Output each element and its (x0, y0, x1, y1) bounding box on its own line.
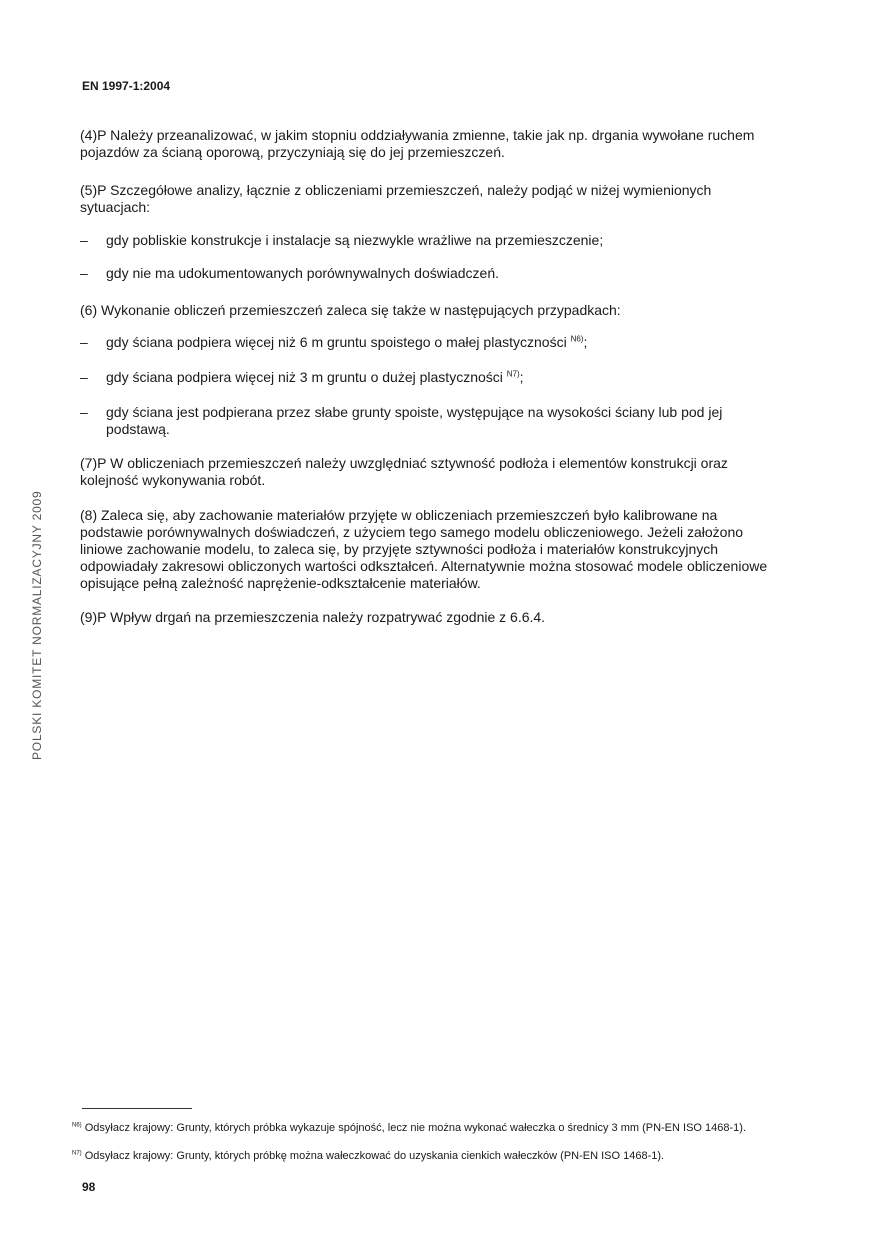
footnote-text: Odsyłacz krajowy: Grunty, których próbka wykazuje spójność, lecz nie można wykonać wałeczka o średnicy 3 mm (PN-EN ISO 1468-1). (84, 1122, 746, 1134)
list-item-text: gdy pobliskie konstrukcje i instalacje są niezwykle wrażliwe na przemieszczenie; (106, 232, 604, 248)
list-item-text: gdy nie ma udokumentowanych porównywalnych doświadczeń. (106, 265, 499, 281)
list-item-text (106, 369, 780, 386)
paragraph-5: (5)P Szczegółowe analizy, łącznie z obliczeniami przemieszczeń, należy podjąć w niżej wymienionych sytuacjach: (80, 182, 712, 215)
footnote-ref: N6) (570, 334, 584, 344)
footnote-n6 (72, 1122, 752, 1135)
list-dash: – (80, 265, 88, 281)
list-item-end: ; (519, 369, 524, 385)
list-item (80, 232, 780, 249)
list-item (80, 334, 780, 351)
list-item (80, 369, 780, 386)
list-item-end: ; (583, 334, 588, 350)
list-item (80, 404, 780, 438)
footnote-ref: N7) (506, 369, 520, 379)
list-dash: – (80, 232, 88, 248)
list-item-text (106, 334, 780, 351)
page-number: 98 (82, 1180, 96, 1194)
list-dash: – (80, 334, 88, 350)
list-item-text: gdy ściana jest podpierana przez słabe grunty spoiste, występujące na wysokości ściany lub pod jej podstawą. (106, 404, 723, 437)
list-item-text: gdy ściana podpiera więcej niż 6 m gruntu spoistego o małej plastyczności (106, 334, 567, 350)
footnote-marker: N7) (72, 1150, 82, 1157)
watermark-text: POLSKI KOMITET NORMALIZACYJNY 2009 (30, 490, 44, 760)
footnote-marker: N6) (72, 1122, 82, 1129)
list-dash: – (80, 404, 88, 420)
paragraph-4: (4)P Należy przeanalizować, w jakim stopniu oddziaływania zmienne, takie jak np. drgania wywołane ruchem pojazdów za ścianą oporową, przyczyniają się do jej przemieszczeń. (80, 127, 755, 160)
footnote-n7 (72, 1150, 752, 1163)
footnote-divider (82, 1108, 192, 1109)
paragraph-7: (7)P W obliczeniach przemieszczeń należy uwzględniać sztywność podłoża i elementów konstrukcji oraz kolejność wykonywania robót. (80, 455, 728, 488)
paragraph-9: (9)P Wpływ drgań na przemieszczenia należy rozpatrywać zgodnie z 6.6.4. (80, 609, 546, 625)
footnote-text: Odsyłacz krajowy: Grunty, których próbkę można wałeczkować do uzyskania cienkich wałeczków (PN-EN ISO 1468-1). (84, 1150, 665, 1162)
paragraph-8: (8) Zaleca się, aby zachowanie materiałów przyjęte w obliczeniach przemieszczeń było kalibrowane na podstawie porównywalnych doświadczeń, z użyciem tego samego modelu obliczeniowego. Jeżeli założono liniowe zachowanie modelu, to zaleca się, by przyjęte sztywności podłoża i materiałów konstrukcyjnych odpowiadały zakresowi obliczonych wartości odkształceń. Alternatywnie można stosować modele obliczeniowe opisujące pełną zależność naprężenie-odkształcenie materiałów. (80, 507, 768, 591)
list-item (80, 265, 780, 282)
list-dash: – (80, 369, 88, 385)
list-item-text: gdy ściana podpiera więcej niż 3 m gruntu o dużej plastyczności (106, 369, 503, 385)
document-header: EN 1997-1:2004 (82, 79, 171, 93)
paragraph-6: (6) Wykonanie obliczeń przemieszczeń zaleca się także w następujących przypadkach: (80, 302, 621, 318)
